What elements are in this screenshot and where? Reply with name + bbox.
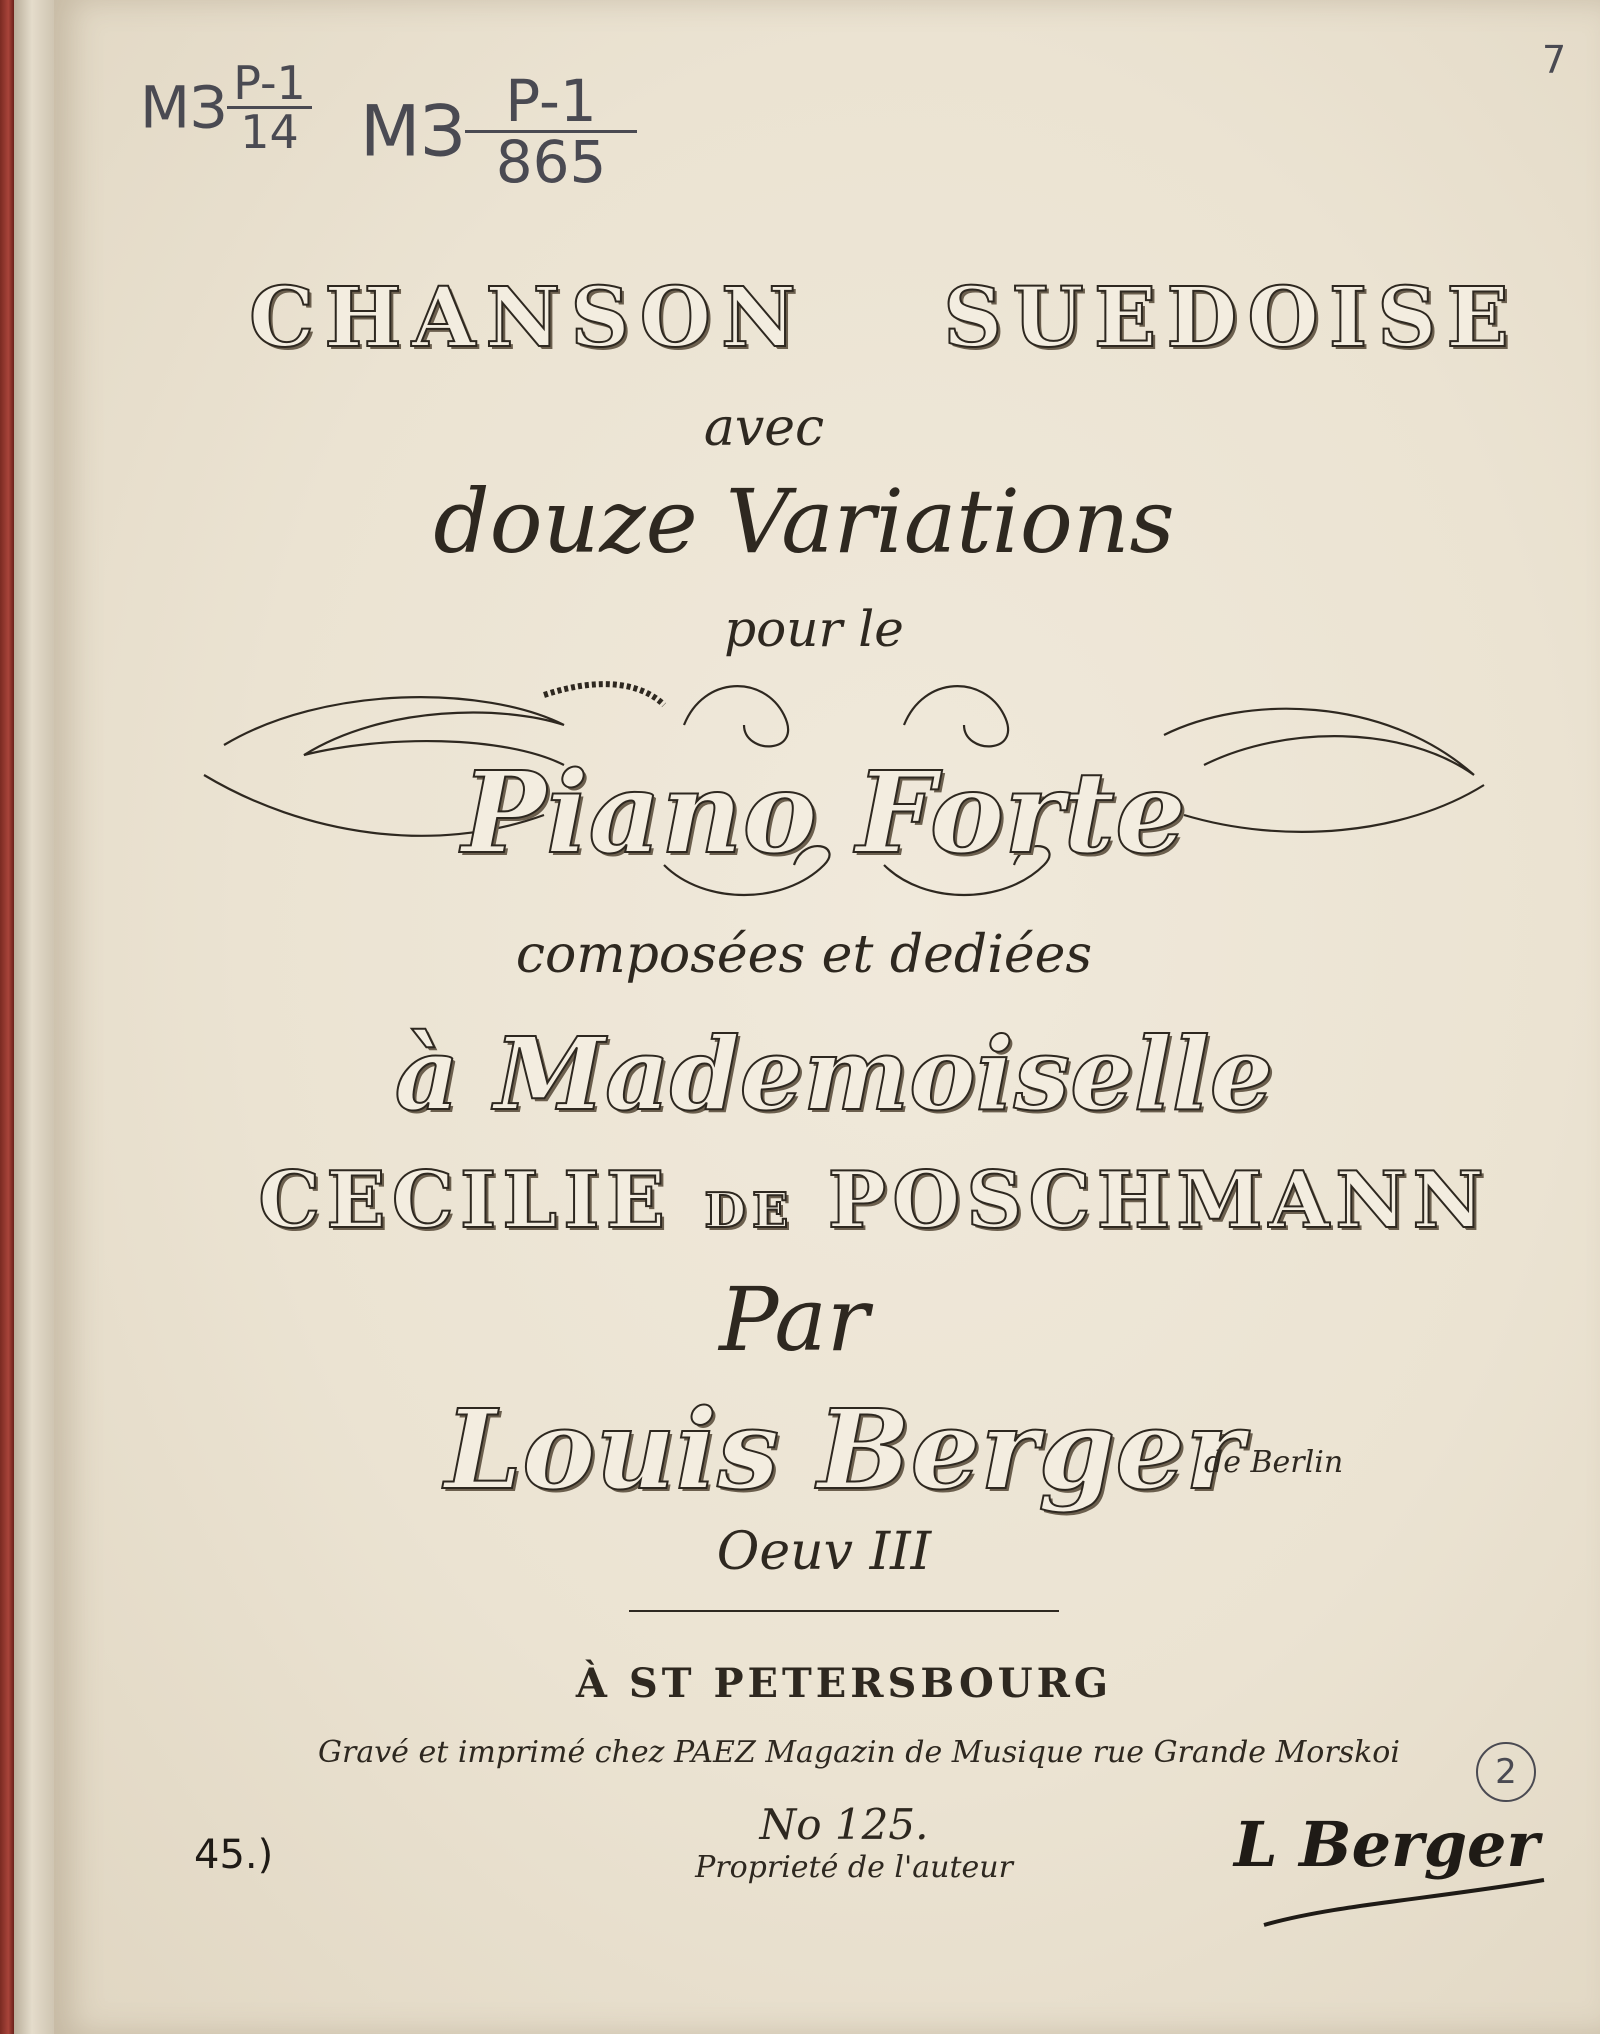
- shelfmark-1-prefix: МЗ: [140, 73, 228, 142]
- dedicatee-name: [204, 1155, 1544, 1246]
- douze-variations-text: douze Variations: [433, 470, 1175, 573]
- par-text: Par: [719, 1268, 869, 1371]
- title-word-suedoise: SUEDOISE: [943, 270, 1519, 366]
- de-berlin-text: de Berlin: [1204, 1445, 1344, 1480]
- page-title: [234, 270, 1534, 366]
- opus-number: Oeuv III: [716, 1522, 932, 1582]
- signature: L Berger: [1234, 1808, 1540, 1881]
- shelfmark-2-numerator: P-1: [465, 72, 637, 133]
- red-binding-edge: [0, 0, 14, 2034]
- title-word-chanson: CHANSON: [249, 270, 806, 366]
- propriete-text: Proprieté de l'auteur: [695, 1850, 1013, 1885]
- shelfmark-2: [360, 67, 637, 196]
- a-mademoiselle-text: à Mademoiselle: [394, 1015, 1274, 1133]
- book-gutter: [14, 0, 54, 2034]
- publisher-line: Gravé et imprimé chez PAEZ Magazin de Musique rue Grande Morskoi: [318, 1735, 1400, 1770]
- avec-text: avec: [703, 398, 825, 458]
- divider-rule: [629, 1610, 1059, 1612]
- dedicatee-last-name: POSCHMANN: [827, 1155, 1490, 1246]
- title-page: [54, 0, 1600, 2034]
- composer-name: Louis Berger: [444, 1385, 1244, 1514]
- signature-underline: [1244, 1870, 1564, 1940]
- instrument-piano-forte: Piano Forte: [461, 748, 1187, 879]
- shelfmark-2-denominator: 865: [495, 128, 607, 196]
- plate-number: No 125.: [759, 1800, 929, 1849]
- folio-number: 7: [1542, 38, 1567, 82]
- shelfmark-1-denominator: 14: [240, 105, 299, 159]
- shelfmark-1-numerator: P-1: [227, 60, 312, 109]
- circled-number: 2: [1476, 1742, 1536, 1802]
- pour-le-text: pour le: [724, 600, 904, 658]
- shelfmark-1: [140, 56, 312, 159]
- dedicatee-particle: DE: [704, 1183, 795, 1239]
- shelfmark-2-prefix: МЗ: [360, 90, 466, 173]
- composees-text: composées et dediées: [515, 925, 1093, 985]
- pencil-number: 45.): [194, 1832, 274, 1878]
- dedicatee-first-name: CECILIE: [258, 1155, 672, 1246]
- city-text: À ST PETERSBOURG: [575, 1660, 1113, 1707]
